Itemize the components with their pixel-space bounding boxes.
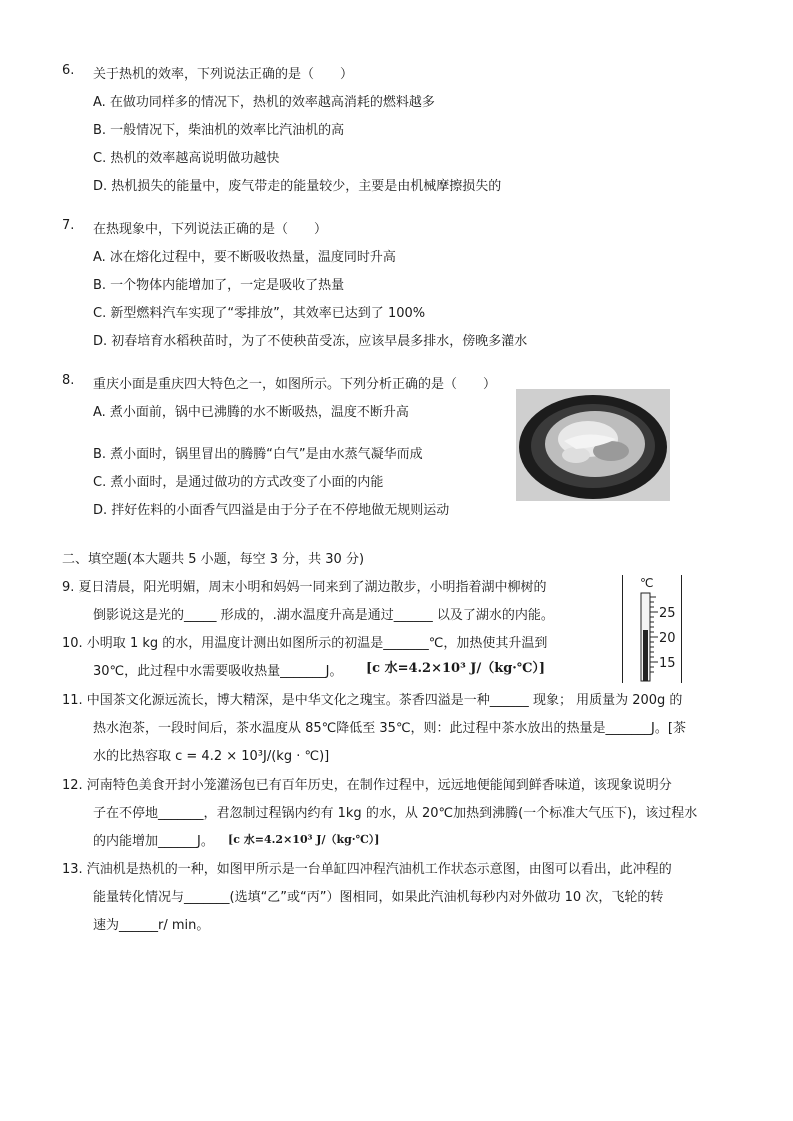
q8-stem: 重庆小面是重庆四大特色之一，如图所示。下列分析正确的是（ ） xyxy=(93,377,497,392)
q6-option-a: A. 在做功同样多的情况下，热机的效率越高消耗的燃料越多 xyxy=(93,95,435,110)
q8-number: 8. xyxy=(62,373,75,388)
q9-line-1: 9. 夏日清晨，阳光明媚，周末小明和妈妈一同来到了湖边散步，小明指着湖中柳树的 xyxy=(62,580,547,595)
q7-stem: 在热现象中，下列说法正确的是（ ） xyxy=(93,222,328,237)
q12-line-2: 子在不停地_______，君忽制过程锅内约有 1kg 的水，从 20℃加热到沸腾(一个标准大气压下)，该过程水 xyxy=(93,806,698,821)
q11-line-2: 热水泡茶，一段时间后，茶水温度从 85℃降低至 35℃，则：此过程中茶水放出的热量是_______J。[茶 xyxy=(93,721,686,736)
thermometer-unit: ℃ xyxy=(640,576,654,590)
q6-number: 6. xyxy=(62,63,75,78)
q13-line-3: 速为______r/ min。 xyxy=(93,918,210,933)
q12-specific-heat-note: [c 水=4.2×10³ J/（kg·℃）] xyxy=(228,833,380,846)
q8-option-a: A. 煮小面前，锅中已沸腾的水不断吸热，温度不断升高 xyxy=(93,405,409,420)
q7-number: 7. xyxy=(62,218,75,233)
q9-line-2: 倒影说这是光的_____ 形成的，.湖水温度升高是通过______ 以及了湖水的内能。 xyxy=(93,608,554,623)
q10-line-1: 10. 小明取 1 kg 的水，用温度计测出如图所示的初温是_______℃，加热使其升温到 xyxy=(62,636,548,651)
thermometer-tick-20: 20 xyxy=(659,631,676,646)
thermometer-tick-15: 15 xyxy=(659,656,676,671)
q8-option-b: B. 煮小面时，锅里冒出的腾腾“白气”是由水蒸气凝华而成 xyxy=(93,447,423,462)
q13-line-1: 13. 汽油机是热机的一种，如图甲所示是一台单缸四冲程汽油机工作状态示意图，由图可以看出，此冲程的 xyxy=(62,862,672,877)
q12-line-3: 的内能增加______J。 xyxy=(93,834,214,849)
q6-option-b: B. 一般情况下，柴油机的效率比汽油机的高 xyxy=(93,123,345,138)
q6-stem: 关于热机的效率，下列说法正确的是（ ） xyxy=(93,67,354,82)
q7-option-c: C. 新型燃料汽车实现了“零排放”，其效率已达到了 100% xyxy=(93,306,426,321)
q12-line-1: 12. 河南特色美食开封小笼灌汤包已有百年历史，在制作过程中，远远地便能闻到鲜香味道，该现象说明分 xyxy=(62,778,672,793)
q7-option-d: D. 初春培育水稻秧苗时，为了不使秧苗受冻，应该早晨多排水，傍晚多灌水 xyxy=(93,334,528,349)
q8-option-d: D. 拌好佐料的小面香气四溢是由于分子在不停地做无规则运动 xyxy=(93,503,450,518)
q13-line-2: 能量转化情况与_______(选填“乙”或“丙”）图相同，如果此汽油机每秒内对外做功 10 次，飞轮的转 xyxy=(93,890,664,905)
q6-option-c: C. 热机的效率越高说明做功越快 xyxy=(93,151,280,166)
q6-option-d: D. 热机损失的能量中，废气带走的能量较少，主要是由机械摩擦损失的 xyxy=(93,179,502,194)
q7-option-a: A. 冰在熔化过程中，要不断吸收热量，温度同时升高 xyxy=(93,250,396,265)
noodle-bowl-photo xyxy=(516,389,670,501)
thermometer-tick-25: 25 xyxy=(659,606,676,621)
q11-line-3: 水的比热容取 c = 4.2 × 10³J/(kg · ℃)] xyxy=(93,749,330,764)
q10-line-2: 30℃，此过程中水需要吸收热量_______J。 xyxy=(93,664,343,679)
q11-line-1: 11. 中国茶文化源远流长，博大精深，是中华文化之瑰宝。茶香四溢是一种______ 现象； 用质量为 200g 的 xyxy=(62,693,683,708)
q10-specific-heat-note: [c 水=4.2×10³ J/（kg·℃）] xyxy=(366,661,546,676)
q8-option-c: C. 煮小面时，是通过做功的方式改变了小面的内能 xyxy=(93,475,384,490)
section-heading: 二、填空题(本大题共 5 小题，每空 3 分，共 30 分) xyxy=(62,552,365,567)
q7-option-b: B. 一个物体内能增加了，一定是吸收了热量 xyxy=(93,278,345,293)
thermometer-figure xyxy=(622,575,682,683)
